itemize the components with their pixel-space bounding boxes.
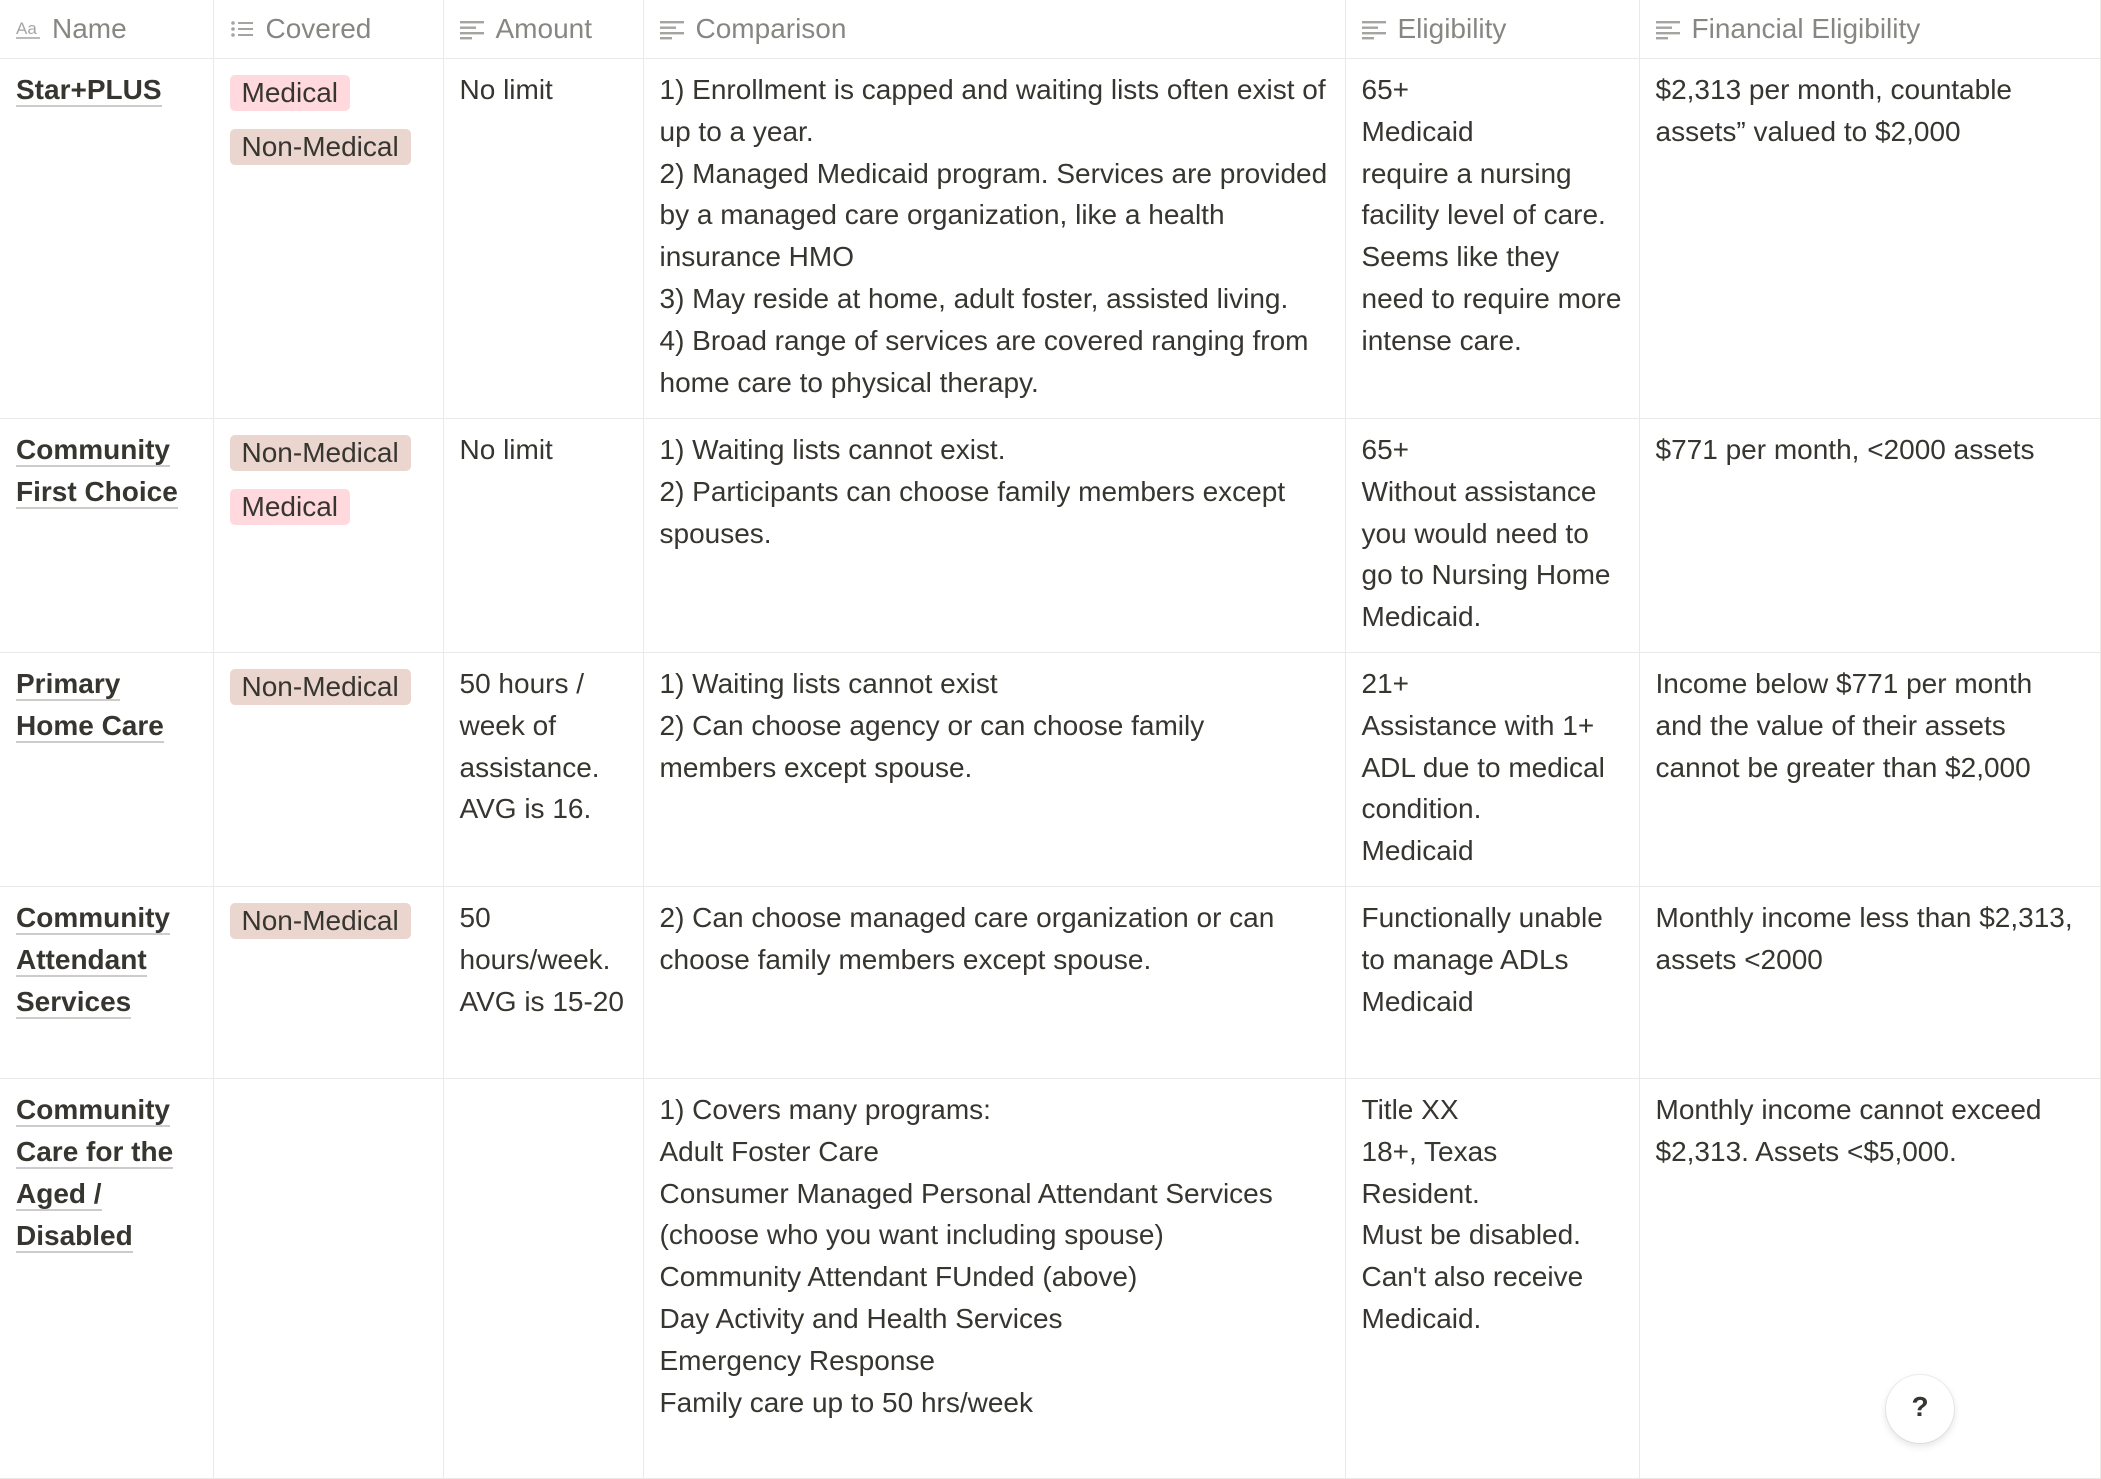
cell-name[interactable] bbox=[0, 653, 213, 887]
column-header-eligibility[interactable] bbox=[1345, 0, 1639, 59]
financial-eligibility-text: $771 per month, <2000 assets bbox=[1655, 434, 2035, 465]
multi-select-icon bbox=[230, 18, 254, 40]
svg-text:Aa: Aa bbox=[16, 19, 37, 38]
cell-amount[interactable] bbox=[443, 59, 643, 419]
column-header-name[interactable] bbox=[0, 0, 213, 59]
tag-medical: Medical bbox=[230, 75, 350, 111]
cell-comparison[interactable] bbox=[643, 887, 1345, 1079]
cell-eligibility[interactable] bbox=[1345, 419, 1639, 653]
text-icon bbox=[1656, 18, 1680, 40]
cell-covered[interactable] bbox=[213, 59, 443, 419]
financial-eligibility-text: Income below $771 per month and the value of their assets cannot be greater than $2,000 bbox=[1655, 668, 2033, 783]
comparison-text: 1) Covers many programs: Adult Foster Care Consumer Managed Personal Attendant Services (choose who you want including spouse) Community Attendant FUnded (above) Day Activity and Health Services Emergency Response Family care up to 50 hrs/week bbox=[659, 1094, 1273, 1418]
text-icon bbox=[1362, 18, 1386, 40]
financial-eligibility-text: Monthly income less than $2,313, assets <2000 bbox=[1655, 902, 2073, 975]
eligibility-text: Functionally unable to manage ADLs Medicaid bbox=[1361, 902, 1603, 1017]
eligibility-text: Title XX 18+, Texas Resident. Must be disabled. Can't also receive Medicaid. bbox=[1361, 1094, 1584, 1334]
cell-covered[interactable] bbox=[213, 1079, 443, 1479]
column-header-label: Covered bbox=[265, 13, 372, 44]
cell-amount[interactable] bbox=[443, 653, 643, 887]
cell-name[interactable] bbox=[0, 1079, 213, 1479]
cell-amount[interactable] bbox=[443, 419, 643, 653]
tag-non-medical: Non-Medical bbox=[230, 435, 411, 471]
column-header-amount[interactable] bbox=[443, 0, 643, 59]
comparison-text: 2) Can choose managed care organization or can choose family members except spouse. bbox=[659, 902, 1275, 975]
cell-eligibility[interactable] bbox=[1345, 1079, 1639, 1479]
table-row[interactable] bbox=[0, 653, 2100, 887]
column-header-covered[interactable] bbox=[213, 0, 443, 59]
amount-text: 50 hours/week. AVG is 15-20 bbox=[459, 902, 624, 1017]
column-header-label: Eligibility bbox=[1397, 13, 1507, 44]
column-header-label: Name bbox=[52, 13, 127, 44]
comparison-text: 1) Waiting lists cannot exist. 2) Participants can choose family members except spouses. bbox=[659, 434, 1286, 549]
financial-eligibility-text: Monthly income cannot exceed $2,313. Assets <$5,000. bbox=[1655, 1094, 2042, 1167]
text-icon bbox=[460, 18, 484, 40]
eligibility-text: 65+ Without assistance you would need to go to Nursing Home Medicaid. bbox=[1361, 434, 1611, 633]
cell-eligibility[interactable] bbox=[1345, 653, 1639, 887]
header-row bbox=[0, 0, 2100, 59]
tag-non-medical: Non-Medical bbox=[230, 669, 411, 705]
column-header-label: Amount bbox=[495, 13, 592, 44]
row-title-link[interactable]: Community Attendant Services bbox=[16, 902, 170, 1017]
tag-non-medical: Non-Medical bbox=[230, 129, 411, 165]
cell-financial-eligibility[interactable] bbox=[1639, 1079, 2100, 1479]
column-header-label: Financial Eligibility bbox=[1691, 13, 1921, 44]
cell-financial-eligibility[interactable] bbox=[1639, 887, 2100, 1079]
cell-eligibility[interactable] bbox=[1345, 887, 1639, 1079]
cell-covered[interactable] bbox=[213, 419, 443, 653]
cell-eligibility[interactable] bbox=[1345, 59, 1639, 419]
row-title-link[interactable]: Community First Choice bbox=[16, 434, 178, 507]
help-button[interactable] bbox=[1886, 1375, 1954, 1443]
table-row[interactable] bbox=[0, 887, 2100, 1079]
table-row[interactable] bbox=[0, 419, 2100, 653]
cell-comparison[interactable] bbox=[643, 1079, 1345, 1479]
cell-name[interactable] bbox=[0, 887, 213, 1079]
cell-financial-eligibility[interactable] bbox=[1639, 653, 2100, 887]
tag-medical: Medical bbox=[230, 489, 350, 525]
cell-comparison[interactable] bbox=[643, 419, 1345, 653]
cell-financial-eligibility[interactable] bbox=[1639, 59, 2100, 419]
tag-non-medical: Non-Medical bbox=[230, 903, 411, 939]
row-title-link[interactable]: Star+PLUS bbox=[16, 74, 162, 105]
cell-name[interactable] bbox=[0, 419, 213, 653]
comparison-text: 1) Waiting lists cannot exist 2) Can choose agency or can choose family members except spouse. bbox=[659, 668, 1205, 783]
cell-amount[interactable] bbox=[443, 1079, 643, 1479]
column-header-label: Comparison bbox=[695, 13, 847, 44]
cell-covered[interactable] bbox=[213, 887, 443, 1079]
amount-text bbox=[444, 1079, 643, 1103]
cell-comparison[interactable] bbox=[643, 653, 1345, 887]
cell-name[interactable] bbox=[0, 59, 213, 419]
eligibility-text: 65+ Medicaid require a nursing facility level of care. Seems like they need to require more intense care. bbox=[1361, 74, 1622, 356]
financial-eligibility-text: $2,313 per month, countable assets” valued to $2,000 bbox=[1655, 74, 2012, 147]
cell-financial-eligibility[interactable] bbox=[1639, 419, 2100, 653]
row-title-link[interactable]: Community Care for the Aged / Disabled bbox=[16, 1094, 174, 1251]
amount-text: 50 hours / week of assistance. AVG is 16. bbox=[459, 668, 600, 825]
title-icon bbox=[16, 18, 40, 40]
eligibility-text: 21+ Assistance with 1+ ADL due to medical condition. Medicaid bbox=[1361, 668, 1605, 867]
cell-comparison[interactable] bbox=[643, 59, 1345, 419]
text-icon bbox=[660, 18, 684, 40]
table-row[interactable] bbox=[0, 59, 2100, 419]
column-header-financial-eligibility[interactable] bbox=[1639, 0, 2100, 59]
table-row[interactable] bbox=[0, 1079, 2100, 1479]
row-title-link[interactable]: Primary Home Care bbox=[16, 668, 164, 741]
column-header-comparison[interactable] bbox=[643, 0, 1345, 59]
amount-text: No limit bbox=[459, 74, 553, 105]
amount-text: No limit bbox=[459, 434, 553, 465]
cell-covered[interactable] bbox=[213, 653, 443, 887]
comparison-text: 1) Enrollment is capped and waiting lists often exist of up to a year. 2) Managed Medicaid program. Services are provided by a managed care organization, like a health insurance HMO 3) May reside at home, adult foster, assisted living. 4) Broad range of services are covered ranging from home care to physical therapy. bbox=[659, 74, 1328, 398]
cell-amount[interactable] bbox=[443, 887, 643, 1079]
help-question-icon: ? bbox=[1911, 1391, 1929, 1422]
